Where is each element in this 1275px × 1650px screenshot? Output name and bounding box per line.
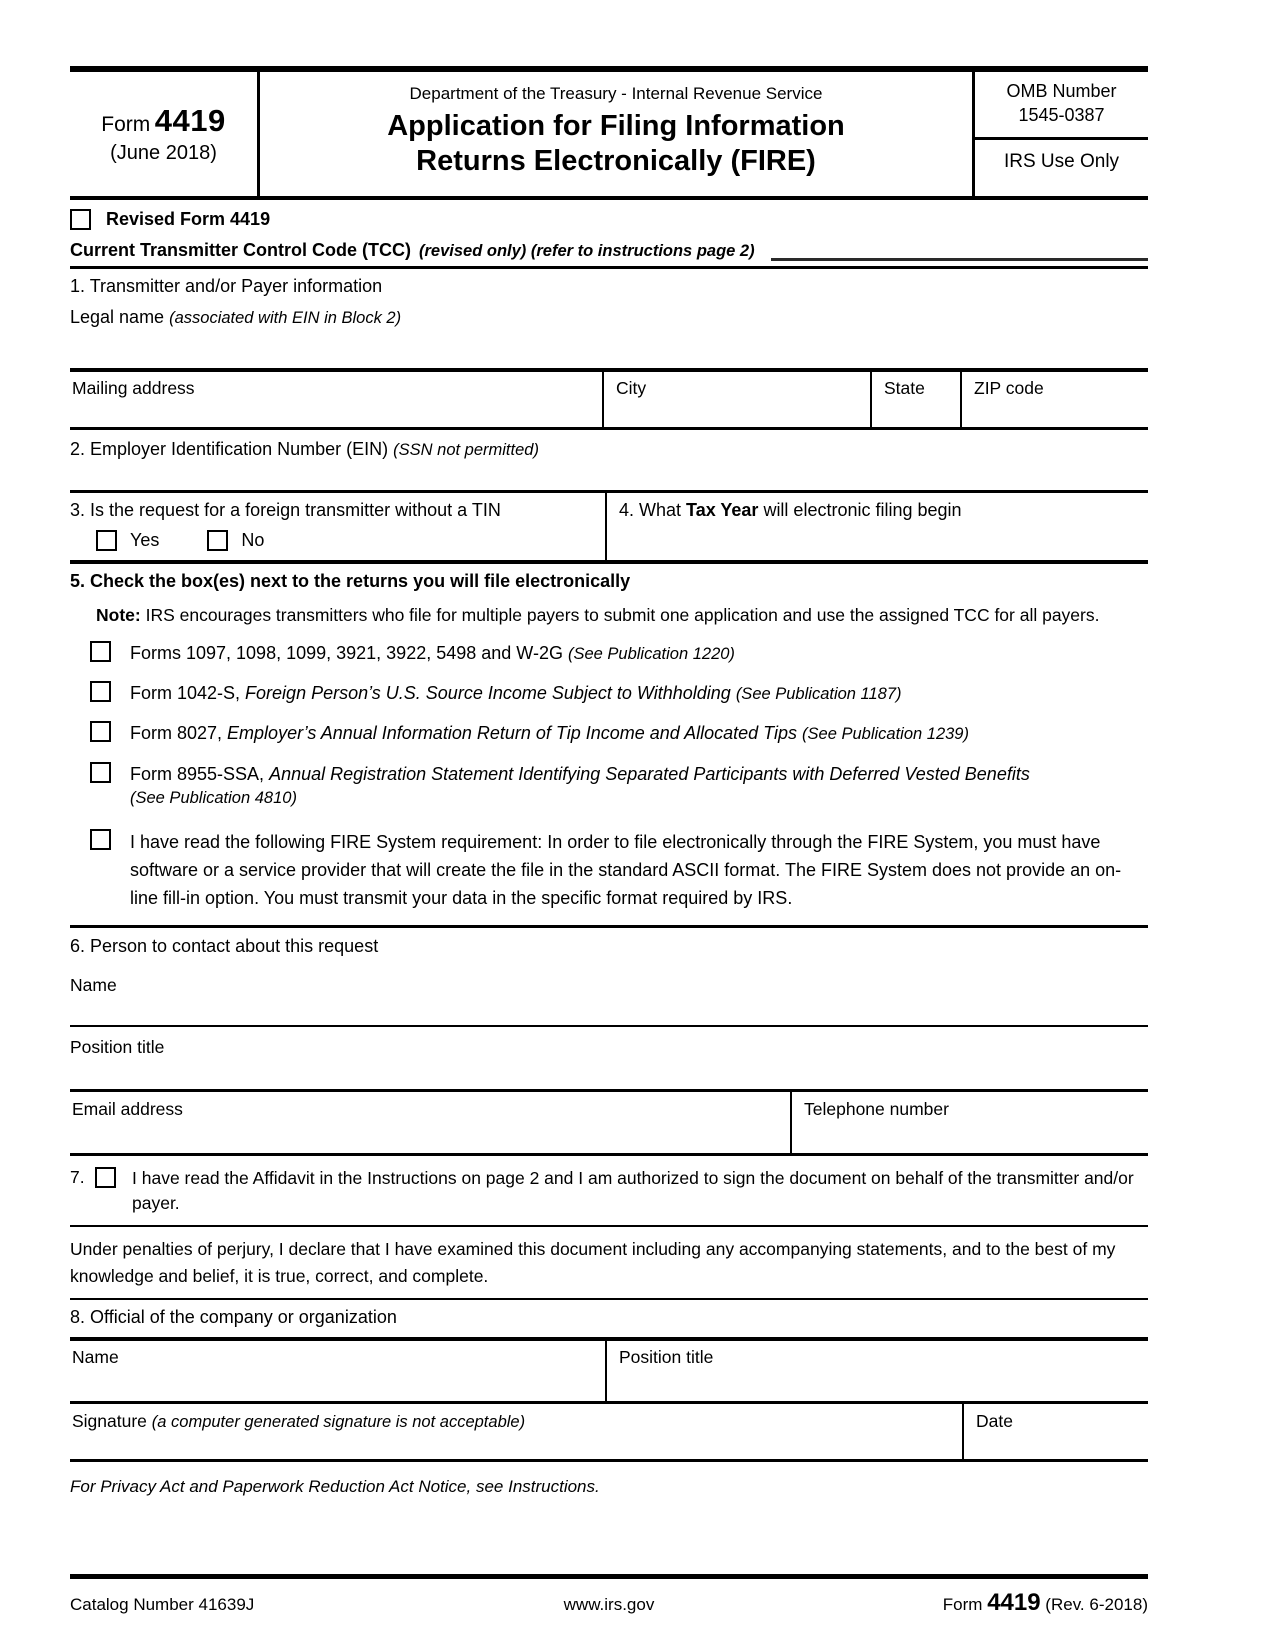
official-name-position-row xyxy=(70,1337,1148,1404)
phone-label: Telephone number xyxy=(804,1098,949,1119)
email-field[interactable] xyxy=(70,1092,790,1153)
omb-box xyxy=(972,72,1148,196)
perjury-statement: Under penalties of perjury, I declare that I have examined this document including any accompanying statements, and to the best of my knowledge and belief, it is true, correct, and complete. xyxy=(70,1239,1116,1286)
form-header xyxy=(70,72,1148,200)
section4-prefix: 4. What xyxy=(619,500,687,520)
form-8955ssa-checkbox[interactable] xyxy=(90,762,111,783)
legal-name-input[interactable] xyxy=(70,328,1148,368)
form-number-box xyxy=(70,72,260,196)
signature-date-row xyxy=(70,1404,1148,1462)
email-label: Email address xyxy=(72,1098,183,1119)
mailing-address-label: Mailing address xyxy=(72,378,195,398)
form-title-box xyxy=(260,72,972,196)
footer-form-word: Form xyxy=(942,1595,988,1614)
forms-1097-1099-checkbox[interactable] xyxy=(90,641,111,662)
section1-divider xyxy=(70,266,1148,269)
state-field[interactable] xyxy=(870,372,960,427)
revised-form-label: Revised Form 4419 xyxy=(106,209,271,229)
section2-heading-row xyxy=(70,439,1148,460)
item-text xyxy=(130,721,1148,746)
footer-row xyxy=(70,1589,1148,1617)
signature-note: (a computer generated signature is not acceptable) xyxy=(151,1412,526,1431)
section8-heading: 8. Official of the company or organization xyxy=(70,1306,397,1327)
legal-name-label-row xyxy=(70,307,1148,328)
note-label: Note: xyxy=(96,605,141,625)
legal-name-label: Legal name xyxy=(70,307,165,327)
fire-requirement-item xyxy=(90,829,1148,913)
section5-note xyxy=(96,605,1148,626)
state-label: State xyxy=(884,378,925,398)
contact-name-field[interactable] xyxy=(70,967,1148,1027)
mailing-address-field[interactable] xyxy=(70,372,602,427)
omb-label: OMB Number xyxy=(1006,81,1117,101)
yes-label: Yes xyxy=(130,530,160,550)
no-label: No xyxy=(241,530,265,550)
irs-use-only-cell: IRS Use Only xyxy=(1003,150,1120,172)
footer-form-id xyxy=(789,1589,1148,1617)
irs-website: www.irs.gov xyxy=(563,1595,655,1614)
affidavit-text: I have read the Affidavit in the Instructions on page 2 and I am authorized to sign the document on behalf of the transmitter and/or payer. xyxy=(132,1167,1134,1213)
item-plain: Form 8955-SSA, xyxy=(130,763,270,784)
form-8027-checkbox[interactable] xyxy=(90,721,111,742)
form-1042s-checkbox[interactable] xyxy=(90,681,111,702)
returns-item-1042s xyxy=(90,681,1148,706)
form-word: Form xyxy=(101,113,151,136)
tcc-label: Current Transmitter Control Code (TCC) xyxy=(70,240,412,260)
legal-name-note: (associated with EIN in Block 2) xyxy=(169,309,402,327)
section5-heading: 5. Check the box(es) next to the returns you will file electronically xyxy=(70,571,631,591)
returns-item-8955ssa xyxy=(90,762,1148,810)
revised-form-row xyxy=(70,209,1148,230)
agency-line: Department of the Treasury - Internal Revenue Service xyxy=(409,84,823,103)
note-text: IRS encourages transmitters who file for multiple payers to submit one application and use the assigned TCC for all payers. xyxy=(140,605,1100,625)
section7-row xyxy=(70,1166,1148,1217)
item-text xyxy=(130,762,1148,810)
item-italic: Annual Registration Statement Identifying Separated Participants with Deferred Vested Benefits xyxy=(269,763,1030,784)
section3-cell xyxy=(70,493,605,560)
official-name-field[interactable] xyxy=(70,1341,605,1401)
official-position-field[interactable] xyxy=(605,1341,1148,1401)
item-plain: Form 8027, xyxy=(130,723,228,744)
zip-field[interactable] xyxy=(960,372,1148,427)
privacy-act-note: For Privacy Act and Paperwork Reduction Act Notice, see Instructions. xyxy=(70,1476,600,1496)
omb-number-cell xyxy=(975,72,1148,140)
contact-position-label: Position title xyxy=(70,1036,165,1057)
official-name-label: Name xyxy=(72,1346,119,1367)
form-number-line xyxy=(101,103,225,139)
tcc-input-line[interactable] xyxy=(771,239,1148,261)
item-see: (See Publication 1187) xyxy=(735,685,902,704)
form-number: 4419 xyxy=(154,103,226,138)
form-title xyxy=(260,109,972,180)
contact-position-field[interactable] xyxy=(70,1027,1148,1089)
item-italic: Foreign Person’s U.S. Source Income Subject to Withholding xyxy=(245,683,736,704)
section2-heading: 2. Employer Identification Number (EIN) xyxy=(70,439,389,459)
section6-heading: 6. Person to contact about this request xyxy=(70,935,379,956)
fire-requirement-text: I have read the following FIRE System requirement: In order to file electronically through the FIRE System, you must have software or a service provider that will create the file in the standard ASCII format. The FIRE System does not provide an on-line fill-in option. You must transmit your data in the specific format required by IRS. xyxy=(130,831,1122,908)
signature-label: Signature xyxy=(72,1410,152,1431)
email-phone-row xyxy=(70,1089,1148,1156)
revised-form-checkbox[interactable] xyxy=(70,209,91,230)
footer-form-revision: (Rev. 6-2018) xyxy=(1040,1595,1148,1614)
zip-label: ZIP code xyxy=(974,378,1044,398)
form-title-line1: Application for Filing Information xyxy=(387,110,845,142)
form-revision-date: (June 2018) xyxy=(110,142,217,164)
signature-field[interactable] xyxy=(70,1404,962,1459)
date-field[interactable] xyxy=(962,1404,1148,1459)
yes-no-row xyxy=(96,530,605,551)
item-plain: Forms 1097, 1098, 1099, 3921, 3922, 5498 and W-2G xyxy=(130,643,568,663)
item-italic: Employer’s Annual Information Return of Tip Income and Allocated Tips xyxy=(227,723,803,744)
foreign-transmitter-no-checkbox[interactable] xyxy=(207,530,228,551)
foreign-transmitter-yes-checkbox[interactable] xyxy=(96,530,117,551)
section8-divider xyxy=(70,1298,1148,1300)
section7-number: 7. xyxy=(70,1166,85,1187)
item-see: (See Publication 1220) xyxy=(567,645,735,663)
affidavit-checkbox[interactable] xyxy=(95,1167,116,1188)
section3-question: 3. Is the request for a foreign transmitter without a TIN xyxy=(70,500,501,520)
item-text xyxy=(130,681,1148,706)
section3-4-table xyxy=(70,490,1148,564)
returns-item-1097 xyxy=(90,641,1148,666)
city-label: City xyxy=(616,378,647,398)
item-text xyxy=(130,641,1148,666)
omb-number: 1545-0387 xyxy=(1018,105,1105,126)
footer-form-number: 4419 xyxy=(987,1589,1041,1616)
tcc-row xyxy=(70,239,1148,261)
returns-item-8027 xyxy=(90,721,1148,746)
ein-input[interactable] xyxy=(70,460,1148,490)
form-title-line2: Returns Electronically (FIRE) xyxy=(416,145,816,178)
page-footer xyxy=(70,1574,1148,1617)
perjury-divider xyxy=(70,1225,1148,1227)
footer-rule xyxy=(70,1574,1148,1579)
section4-tax-year: Tax Year xyxy=(686,500,759,520)
address-table xyxy=(70,368,1148,430)
section2-note: (SSN not permitted) xyxy=(393,441,539,459)
item-see: (See Publication 4810) xyxy=(130,788,297,807)
section6-divider xyxy=(70,925,1148,928)
tax-year-field[interactable] xyxy=(605,493,1148,560)
section1-heading: 1. Transmitter and/or Payer information xyxy=(70,276,383,296)
fire-requirement-checkbox[interactable] xyxy=(90,829,111,850)
section4-suffix: will electronic filing begin xyxy=(758,500,962,520)
catalog-number: Catalog Number 41639J xyxy=(70,1595,255,1614)
official-position-label: Position title xyxy=(619,1346,714,1367)
city-field[interactable] xyxy=(602,372,870,427)
phone-field[interactable] xyxy=(790,1092,1148,1153)
tcc-note: (revised only) (refer to instructions page 2) xyxy=(419,242,755,260)
date-label: Date xyxy=(976,1410,1013,1431)
item-plain: Form 1042-S, xyxy=(130,683,246,704)
item-see: (See Publication 1239) xyxy=(802,725,969,744)
contact-name-label: Name xyxy=(70,974,117,995)
